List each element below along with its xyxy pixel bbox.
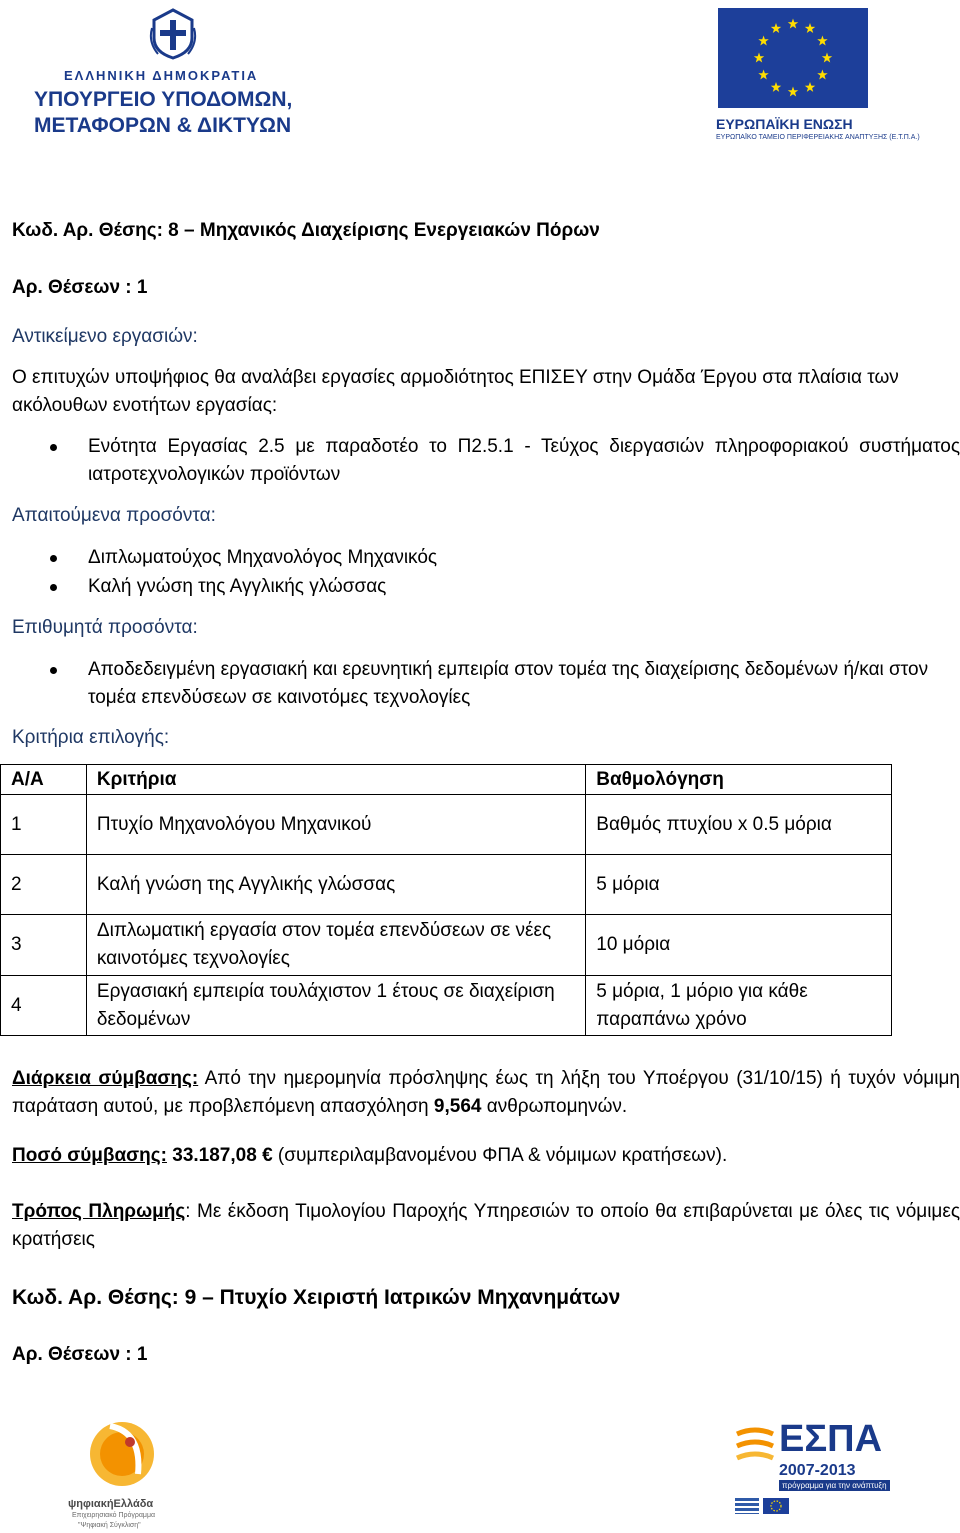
contract-duration-label: Διάρκεια σύμβασης: [12,1068,199,1089]
list-item [50,573,960,601]
payment-method-label: Τρόπος Πληρωμής [12,1201,186,1222]
position-8-title: Κωδ. Αρ. Θέσης: 8 – Μηχανικός Διαχείρισης Ενεργειακών Πόρων [12,220,600,241]
table-cell: Πτυχίο Μηχανολόγου Μηχανικού [86,795,585,855]
eu-logo [716,8,920,141]
espa-title: ΕΣΠΑ [779,1418,883,1460]
table-cell: 2 [1,855,87,915]
espa-waves-icon [735,1426,775,1472]
espa-years: 2007-2013 [779,1462,856,1479]
bullet-icon [50,667,57,674]
contract-amount-paragraph [12,1142,960,1170]
table-cell: 1 [1,795,87,855]
gr-eu-flags-icon [735,1498,799,1514]
table-header-cell: Βαθμολόγηση [586,765,892,795]
payment-method-paragraph [12,1198,960,1254]
table-cell: Καλή γνώση της Αγγλικής γλώσσας [86,855,585,915]
greek-ministry-logo [34,8,304,138]
contract-amount-label: Ποσό σύμβασης: [12,1145,167,1166]
table-cell: Εργασιακή εμπειρία τουλάχιστον 1 έτους σε διαχείριση δεδομένων [86,976,585,1036]
table-header-row [1,765,892,795]
table-cell: 5 μόρια [586,855,892,915]
work-subject-text: Ο επιτυχών υποψήφιος θα αναλάβει εργασίες αρμοδιότητος ΕΠΙΣΕΥ στην Ομάδα Έργου στα πλαίσια των ακόλουθων ενοτήτων εργασίας: [12,367,899,416]
table-cell: Διπλωματική εργασία στον τομέα επενδύσεων σε νέες καινοτόμες τεχνολογίες [86,915,585,976]
contract-duration-text-end: ανθρωπομηνών. [481,1096,628,1117]
table-row [1,855,892,915]
contract-person-months: 9,564 [433,1096,482,1117]
eu-flag-icon [718,8,868,108]
logo-text-ministry: ΥΠΟΥΡΓΕΙΟ ΥΠΟΔΟΜΩΝ, [34,88,293,111]
desired-qualifications-heading: Επιθυμητά προσόντα: [12,617,198,638]
logo-text-european-union: ΕΥΡΩΠΑΪΚΗ ΕΝΩΣΗ [716,116,853,132]
table-header-cell: Κριτήρια [86,765,585,795]
work-subject-heading: Αντικείμενο εργασιών: [12,326,198,347]
table-row [1,795,892,855]
espa-logo [735,1418,887,1518]
table-cell: 4 [1,976,87,1036]
position-8-count: Αρ. Θέσεων : 1 [12,277,148,298]
required-qualifications-heading: Απαιτούμενα προσόντα: [12,505,216,526]
table-cell: 3 [1,915,87,976]
digital-greece-subtext: Επιχειρησιακό Πρόγραμμα [72,1512,156,1519]
logo-text-ministry-2: ΜΕΤΑΦΟΡΩΝ & ΔΙΚΤΥΩΝ [34,114,292,137]
required-item-text: Καλή γνώση της Αγγλικής γλώσσας [88,576,387,597]
position-9-count: Αρ. Θέσεων : 1 [12,1344,148,1365]
list-item [50,544,960,572]
position-9-title: Κωδ. Αρ. Θέσης: 9 – Πτυχίο Χειριστή Ιατρικών Μηχανημάτων [12,1286,621,1309]
desired-item-text: Αποδεδειγμένη εργασιακή και ερευνητική εμπειρία στον τομέα της διαχείρισης δεδομένων ή/και στον τομέα επενδύσεων σε καινοτόμες τεχνολογίες [88,659,929,708]
list-item [50,433,960,489]
payment-method-text: : Με έκδοση Τιμολογίου Παροχής Υπηρεσιών το οποίο θα επιβαρύνεται με όλες τις νόμιμες κρατήσεις [12,1201,960,1250]
work-item-text: Ενότητα Εργασίας 2.5 με παραδοτέο το Π2.5.1 - Τεύχος διεργασιών πληροφοριακού συστήματος ιατροτεχνολογικών προϊόντων [88,436,960,485]
contract-amount-text: (συμπεριλαμβανομένου ΦΠΑ & νόμιμων κρατήσεων). [272,1145,728,1166]
contract-duration-paragraph [12,1065,960,1121]
table-cell: Βαθμός πτυχίου x 0.5 μόρια [586,795,892,855]
contract-duration-text: Από την ημερομηνία πρόσληψης έως τη λήξη του Υποέργου (31/10/15) ή τυχόν νόμιμη παράταση αυτού, με προβλεπόμενη απασχόληση [12,1068,960,1117]
digital-greece-logo [68,1412,178,1533]
digital-greece-subtext-2: "Ψηφιακή Σύγκλιση" [78,1522,141,1529]
list-item [50,656,950,712]
digital-greece-text: ψηφιακήΕλλάδα [68,1498,154,1510]
digital-greece-emblem-icon [82,1412,162,1496]
table-row [1,976,892,1036]
logo-text-erdf: ΕΥΡΩΠΑΪΚΟ ΤΑΜΕΙΟ ΠΕΡΙΦΕΡΕΙΑΚΗΣ ΑΝΑΠΤΥΞΗΣ (Ε.Τ.Π.Α.) [716,134,920,141]
logo-text-hellenic-republic: ΕΛΛΗΝΙΚΗ ΔΗΜΟΚΡΑΤΙΑ [64,68,259,83]
table-cell: 5 μόρια, 1 μόριο για κάθε παραπάνω χρόνο [586,976,892,1036]
espa-slogan: πρόγραμμα για την ανάπτυξη [779,1480,890,1491]
table-header-cell: Α/Α [1,765,87,795]
selection-criteria-heading: Κριτήρια επιλογής: [12,727,170,748]
bullet-icon [50,555,57,562]
greek-coat-of-arms-icon [148,8,198,60]
bullet-icon [50,584,57,591]
table-row [1,915,892,976]
table-cell: 10 μόρια [586,915,892,976]
contract-amount-value: 33.187,08 € [166,1145,273,1166]
required-item-text: Διπλωματούχος Μηχανολόγος Μηχανικός [88,547,438,568]
criteria-table [0,764,892,1036]
bullet-icon [50,444,57,451]
